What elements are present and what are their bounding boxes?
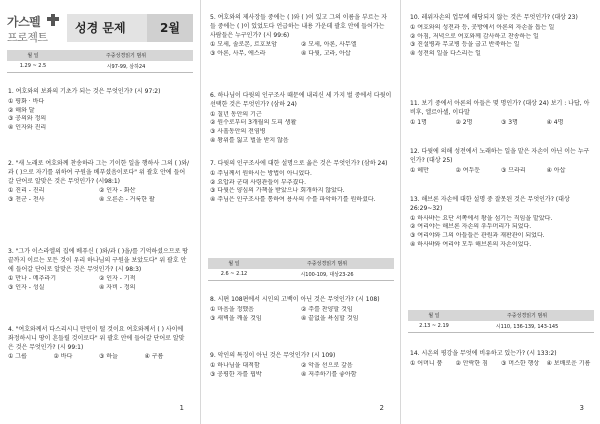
option-1[interactable]: ① 주님께서 원하시는 방법이 아니었다. xyxy=(210,169,312,177)
question-options xyxy=(410,119,592,128)
table-cell-date: 2.6 ~ 2.12 xyxy=(208,269,260,280)
question-options xyxy=(410,360,592,369)
question-options xyxy=(210,306,392,324)
question-13 xyxy=(410,196,592,250)
page-2 xyxy=(200,0,400,424)
question-text: 8. 시편 108편에서 시인의 고백이 아닌 것은 무엇인가? (시 108) xyxy=(210,296,380,303)
table-header-row xyxy=(408,310,594,321)
question-options xyxy=(210,111,392,146)
option-4[interactable]: ④ 성전의 일을 다스리는 일 xyxy=(410,50,481,58)
page-number: 1 xyxy=(179,404,184,412)
question-3 xyxy=(8,248,190,293)
option-2[interactable]: ② 인자 - 기적 xyxy=(99,275,136,283)
table-header-month: 월 일 xyxy=(7,50,59,61)
option-2[interactable]: ② 주를 찬양할 것임 xyxy=(301,305,353,313)
question-11 xyxy=(410,100,592,127)
option-2[interactable]: ② 2명 xyxy=(455,118,473,126)
question-options xyxy=(8,353,190,362)
question-options xyxy=(8,275,190,293)
option-4[interactable]: ④ 자비 - 정의 xyxy=(99,284,136,292)
table-header-month: 월 일 xyxy=(208,258,260,269)
option-1[interactable]: ① 여호와의 성전과 등, 곳방에서 아론의 자손을 돕는 일 xyxy=(410,23,555,31)
question-text: 10. 레위자손의 업무에 해당되지 않는 것은 무엇인가? (대상 23) xyxy=(410,14,578,21)
option-1[interactable]: ① 하나님을 대적함 xyxy=(210,361,260,369)
question-5 xyxy=(210,14,392,59)
option-3[interactable]: ③ 공평한 자를 핍박 xyxy=(210,370,262,378)
page-header xyxy=(7,12,193,48)
table-row xyxy=(208,269,394,280)
question-text: 6. 하나님이 다윗의 인구조사 때문에 내리신 세 가지 벌 중에서 다윗이 선택한 것은 무엇인가? (삼하 24) xyxy=(210,92,392,108)
option-2[interactable]: ② 요압과 군대 사령관들이 부추겼다. xyxy=(210,178,307,186)
table-row xyxy=(7,61,193,72)
table-cell-date: 1.29 ~ 2.5 xyxy=(7,61,59,72)
option-2[interactable]: ② 원수로부터 3개월의 도피 생활 xyxy=(210,119,297,127)
option-2[interactable]: ② 여두둔 xyxy=(455,166,481,174)
option-4[interactable]: ④ 인자와 진리 xyxy=(8,124,47,132)
question-2 xyxy=(8,160,190,205)
question-options xyxy=(410,167,592,176)
question-text: 14. 시온의 평강을 무엇에 비유하고 있는가? (시 133:2) xyxy=(410,350,557,357)
option-3[interactable]: ③ 아론, 사무, 에스라 xyxy=(210,50,266,58)
option-1[interactable]: ① 만나 - 메추라기 xyxy=(8,275,57,283)
question-text: 4. "여호와께서 다스리시니 만민이 떨 것이요 여호와께서 ( ) 사이에 좌정하시니 땅이 흔들릴 것이로다" 위 괄호 안에 들어갈 단어로 알맞은 것은 무엇인가? (시 99:1) xyxy=(8,326,185,351)
option-4[interactable]: ④ 끝없을 욕심할 것임 xyxy=(301,314,359,322)
table-header-range: 주중성경읽기 범위 xyxy=(59,50,193,61)
table-header-range: 주중성경읽기 범위 xyxy=(260,258,394,269)
option-2[interactable]: ② 모세, 아론, 사무엘 xyxy=(301,41,357,49)
question-10 xyxy=(410,14,592,59)
question-8 xyxy=(210,296,392,323)
page-number: 3 xyxy=(579,404,584,412)
question-text: 7. 다윗의 인구조사에 대한 설명으로 옳은 것은 무엇인가? (삼하 24) xyxy=(210,160,388,167)
question-text: 5. 여호와의 제사장들 중에는 ( )와 ( )이 있고 그의 이름을 부르는 자들 중에는 ( )이 있었도다 언급하는 내용 가운데 괄호 안에 들어가는 사람들은 누구인가? (시 99:6) xyxy=(210,14,388,39)
option-4[interactable]: ④ 오른손 - 거룩한 팔 xyxy=(99,196,155,204)
month-label: 2월 xyxy=(147,14,193,42)
page-title: 성경 문제 xyxy=(67,14,147,42)
table-header-range: 주중성경읽기 범위 xyxy=(460,310,594,321)
option-2[interactable]: ② 해와 달 xyxy=(8,106,35,114)
table-header-row xyxy=(208,258,394,269)
table-header-row xyxy=(7,50,193,61)
option-3[interactable]: ③ 므라리 xyxy=(501,166,526,174)
question-12 xyxy=(410,148,592,175)
option-3[interactable]: ③ 인자 - 성실 xyxy=(8,284,45,292)
question-1 xyxy=(8,88,190,133)
option-2[interactable]: ② 안락한 침 xyxy=(455,359,488,367)
question-7 xyxy=(210,160,392,205)
question-options xyxy=(210,41,392,59)
option-1[interactable]: ① 진리 - 진리 xyxy=(8,187,45,195)
reading-range-table xyxy=(408,310,594,333)
option-4[interactable]: ④ 구름 xyxy=(144,353,164,361)
option-2[interactable]: ② 여리야는 해브론 자손의 우두머리가 되었다. xyxy=(410,223,532,231)
option-1[interactable]: ① 그룹 xyxy=(8,353,27,361)
logo-subtitle: 프로젝트 xyxy=(7,31,48,44)
option-4[interactable]: ④ 저주하기를 좋아함 xyxy=(301,370,357,378)
option-3[interactable]: ③ 진설병과 무교병 등을 굽고 반죽하는 일 xyxy=(410,41,520,49)
option-2[interactable]: ② 인자 - 화산 xyxy=(99,187,136,195)
option-3[interactable]: ③ 사흘동안의 전염병 xyxy=(210,128,266,136)
table-row xyxy=(408,321,594,332)
option-1[interactable]: ① 헤만 xyxy=(410,166,429,174)
question-text: 13. 해브론 자손에 대한 설명 중 잘못된 것은 무엇인가? (대상 26:29~32) xyxy=(410,196,570,212)
option-3[interactable]: ③ 다윗은 양심의 가책을 받았으나 회개하지 않았다. xyxy=(210,187,345,195)
logo-title: 가스펠 xyxy=(7,15,41,29)
question-text: 12. 다윗에 의해 성전에서 노래하는 일을 맡은 자손이 아닌 이는 누구인가? (대상 25) xyxy=(410,148,590,164)
question-options xyxy=(8,98,190,133)
option-3[interactable]: ③ 하늘 xyxy=(99,353,118,361)
question-text: 11. 보기 중에서 아론의 아들은 몇 명인가? (대상 24) 보기 : 나답, 아비후, 엘르아셀, 이다말 xyxy=(410,100,590,116)
option-3[interactable]: ③ 여리야와 그의 아들들은 관원과 재판관이 되었다. xyxy=(410,232,545,240)
question-text: 3. "그가 이스라엘의 집에 베푸신 ( )와/과 ( )을/를 기억하셨으므로 땅 끝까지 이르는 모든 것이 우리 하나님의 구원을 보았도다" 위 괄호 안에 들어갈 단어로 알맞은 것은 무엇인가? (시 98:3) xyxy=(8,248,189,273)
question-options xyxy=(8,187,190,205)
question-options xyxy=(210,362,392,380)
question-text: 2. "새 노래로 여호와께 찬송하라 그는 기이한 일을 행하사 그의 ( )와/과 ( )으로 자기를 위하여 구원을 베푸셨음이로다" 위 괄호 안에 들어갈 단어로 알맞은 것은 무엇인가? (시98:1) xyxy=(8,160,190,185)
option-4[interactable]: ④ 하사뱌와 여리야 모두 해브론의 자손이었다. xyxy=(410,240,532,248)
option-1[interactable]: ① 칠년 동안의 기근 xyxy=(210,110,262,118)
option-4[interactable]: ④ 4명 xyxy=(546,118,564,126)
question-options xyxy=(210,170,392,205)
option-3[interactable]: ③ 새벽을 깨울 것임 xyxy=(210,314,262,322)
reading-range-table xyxy=(208,258,394,281)
option-1[interactable]: ① 하사뱌는 요단 서쪽에서 왕을 섬기는 직임을 맡았다. xyxy=(410,214,553,222)
question-4 xyxy=(8,326,190,362)
page-3 xyxy=(400,0,600,424)
option-4[interactable]: ④ 주님은 인구조사를 통하여 용사의 수를 파악하기를 원하셨다. xyxy=(210,196,376,204)
option-4[interactable]: ④ 왕위를 잃고 벌을 받지 않음 xyxy=(210,136,289,144)
option-2[interactable]: ② 아침, 저녁으로 여호와께 감사하고 찬송하는 일 xyxy=(410,32,539,40)
question-text: 9. 악인의 특징이 아닌 것은 무엇인가? (시 109) xyxy=(210,352,336,359)
reading-range-table xyxy=(7,50,193,73)
question-6 xyxy=(210,92,392,146)
table-cell-range: 시100-109, 대상23-26 xyxy=(260,269,394,280)
question-options xyxy=(410,24,592,59)
cross-icon xyxy=(47,14,59,26)
question-options xyxy=(410,215,592,250)
page-1 xyxy=(0,0,200,424)
table-cell-range: 시97-99, 삼하24 xyxy=(59,61,193,72)
option-1[interactable]: ① 1명 xyxy=(410,118,427,126)
question-9 xyxy=(210,352,392,379)
question-14 xyxy=(410,350,592,369)
table-header-month: 월 일 xyxy=(408,310,460,321)
page-number: 2 xyxy=(379,404,384,412)
option-3[interactable]: ③ 머스한 행상 xyxy=(501,359,540,367)
option-2[interactable]: ② 바다 xyxy=(53,353,73,361)
option-3[interactable]: ③ 천군 - 천사 xyxy=(8,196,45,204)
option-1[interactable]: ① 어머니 품 xyxy=(410,359,443,367)
table-cell-date: 2.13 ~ 2.19 xyxy=(408,321,460,332)
gospel-project-logo xyxy=(7,13,55,47)
question-text: 1. 여호와의 보좌의 기초가 되는 것은 무엇인가? (시 97:2) xyxy=(8,88,161,95)
table-cell-range: 시110, 136-139, 143-145 xyxy=(460,321,594,332)
option-3[interactable]: ③ 3명 xyxy=(501,118,518,126)
option-4[interactable]: ④ 다윗, 고라, 아삽 xyxy=(301,50,351,58)
option-3[interactable]: ③ 공의와 정의 xyxy=(8,115,47,123)
option-2[interactable]: ② 악을 선으로 갚음 xyxy=(301,361,353,369)
option-4[interactable]: ④ 아삽 xyxy=(546,166,566,174)
option-4[interactable]: ④ 보배로운 기름 xyxy=(546,359,591,367)
option-1[interactable]: ① 모세, 솔로몬, 르호보암 xyxy=(210,41,278,49)
option-1[interactable]: ① 평화 · 바다 xyxy=(8,97,45,105)
option-1[interactable]: ① 마음을 정했음 xyxy=(210,305,254,313)
